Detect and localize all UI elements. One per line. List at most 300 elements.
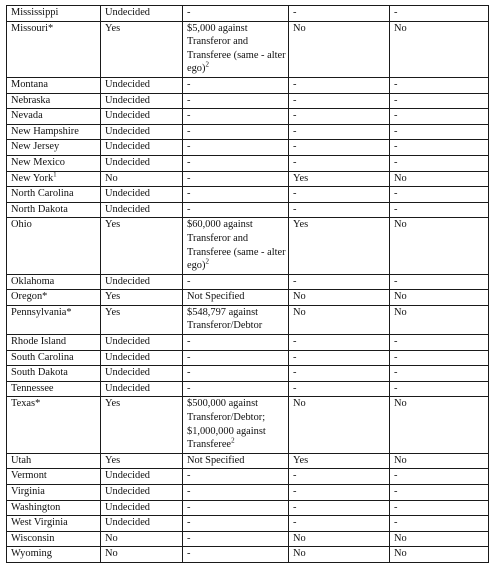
state-cell — [7, 335, 101, 351]
column-4-cell-text: No — [293, 306, 306, 318]
amount-cell-text: - — [187, 470, 191, 482]
amount-cell — [183, 155, 289, 171]
adopted-cell-text: No — [105, 548, 118, 560]
state-cell — [7, 516, 101, 532]
column-4-cell — [289, 547, 390, 563]
column-4-cell — [289, 453, 390, 469]
column-5-cell — [390, 381, 489, 397]
column-4-cell-text: Yes — [293, 454, 309, 466]
amount-cell-text: - — [187, 336, 191, 348]
state-cell — [7, 531, 101, 547]
state-cell — [7, 485, 101, 501]
adopted-cell — [101, 305, 183, 334]
column-4-cell-text: - — [293, 7, 297, 18]
amount-cell — [183, 77, 289, 93]
state-cell-text: Ohio — [11, 219, 32, 231]
adopted-cell — [101, 155, 183, 171]
adopted-cell — [101, 274, 183, 290]
column-5-cell — [390, 218, 489, 274]
column-4-cell — [289, 77, 390, 93]
amount-cell — [183, 500, 289, 516]
amount-cell — [183, 21, 289, 77]
table-row — [7, 124, 489, 140]
amount-cell-text: Not Specified — [187, 454, 245, 466]
amount-cell-text: $60,000 against Transferor and Transferee (same - alter ego) — [187, 219, 289, 272]
column-5-cell — [390, 21, 489, 77]
column-4-cell — [289, 469, 390, 485]
table-row — [7, 397, 489, 453]
adopted-cell-text: Undecided — [105, 7, 151, 18]
column-5-cell — [390, 6, 489, 22]
adopted-cell-text: Undecided — [105, 78, 151, 90]
table-row — [7, 202, 489, 218]
column-4-cell — [289, 109, 390, 125]
adopted-cell-text: Yes — [105, 219, 121, 231]
adopted-cell-text: Undecided — [105, 367, 151, 379]
table-row — [7, 290, 489, 306]
state-cell — [7, 6, 101, 22]
column-5-cell — [390, 305, 489, 334]
column-5-cell-text: - — [394, 156, 398, 168]
state-cell — [7, 469, 101, 485]
column-4-cell-text: - — [293, 382, 297, 394]
state-cell-text: Wisconsin — [11, 532, 55, 544]
state-cell — [7, 274, 101, 290]
adopted-cell-text: Undecided — [105, 501, 151, 513]
column-5-cell-text: - — [394, 94, 398, 106]
state-cell-text: Missouri* — [11, 22, 54, 34]
column-5-cell-text: No — [394, 306, 407, 318]
column-4-cell — [289, 397, 390, 453]
adopted-cell — [101, 335, 183, 351]
table-row — [7, 469, 489, 485]
amount-cell — [183, 469, 289, 485]
column-5-cell — [390, 274, 489, 290]
adopted-cell — [101, 93, 183, 109]
adopted-cell-text: Undecided — [105, 156, 151, 168]
column-5-cell-text: - — [394, 7, 398, 18]
column-5-cell — [390, 124, 489, 140]
column-4-cell — [289, 350, 390, 366]
state-cell-text: Oregon* — [11, 291, 48, 303]
column-4-cell — [289, 124, 390, 140]
amount-cell — [183, 290, 289, 306]
column-5-cell — [390, 469, 489, 485]
state-cell-text: New Hampshire — [11, 125, 79, 137]
state-cell-text: North Dakota — [11, 203, 68, 215]
column-4-cell — [289, 381, 390, 397]
column-5-cell-text: No — [394, 22, 407, 34]
state-cell-text: Texas* — [11, 398, 41, 410]
state-cell-text: West Virginia — [11, 517, 68, 529]
amount-cell-text: - — [187, 501, 191, 513]
state-cell-text: Montana — [11, 78, 48, 90]
amount-cell — [183, 547, 289, 563]
adopted-cell-text: No — [105, 172, 118, 184]
state-cell — [7, 397, 101, 453]
column-5-cell-text: No — [394, 219, 407, 231]
column-4-cell — [289, 516, 390, 532]
amount-cell-text: - — [187, 188, 191, 200]
column-5-cell — [390, 290, 489, 306]
column-5-cell-text: No — [394, 548, 407, 560]
table-row — [7, 366, 489, 382]
table-row — [7, 171, 489, 187]
state-cell-text: New Mexico — [11, 156, 65, 168]
state-cell — [7, 77, 101, 93]
adopted-cell-text: Undecided — [105, 351, 151, 363]
column-5-cell-text: - — [394, 141, 398, 153]
column-4-cell — [289, 202, 390, 218]
state-cell-text: Washington — [11, 501, 61, 513]
amount-cell — [183, 274, 289, 290]
column-4-cell — [289, 366, 390, 382]
footnote-marker: 2 — [205, 257, 209, 266]
state-cell-text: Tennessee — [11, 382, 54, 394]
amount-cell — [183, 305, 289, 334]
table-row — [7, 500, 489, 516]
column-5-cell — [390, 77, 489, 93]
adopted-cell — [101, 366, 183, 382]
amount-cell-text: - — [187, 156, 191, 168]
adopted-cell-text: Yes — [105, 306, 121, 318]
adopted-cell-text: No — [105, 532, 118, 544]
amount-cell — [183, 531, 289, 547]
adopted-cell — [101, 547, 183, 563]
column-5-cell-text: - — [394, 351, 398, 363]
table-row — [7, 155, 489, 171]
column-5-cell-text: - — [394, 188, 398, 200]
column-4-cell-text: No — [293, 291, 306, 303]
amount-cell — [183, 171, 289, 187]
adopted-cell — [101, 381, 183, 397]
adopted-cell — [101, 109, 183, 125]
column-4-cell — [289, 155, 390, 171]
adopted-cell-text: Undecided — [105, 141, 151, 153]
adopted-cell — [101, 469, 183, 485]
amount-cell-text: - — [187, 486, 191, 497]
state-cell — [7, 124, 101, 140]
state-cell-text: New Jersey — [11, 141, 60, 153]
table-row — [7, 305, 489, 334]
column-5-cell — [390, 547, 489, 563]
column-5-cell-text: - — [394, 110, 398, 122]
state-cell-text: New York — [11, 172, 54, 184]
column-5-cell — [390, 485, 489, 501]
table-row — [7, 21, 489, 77]
adopted-cell-text: Undecided — [105, 110, 151, 122]
adopted-cell — [101, 397, 183, 453]
state-cell-text: Nebraska — [11, 94, 51, 106]
column-5-cell-text: - — [394, 486, 398, 497]
adopted-cell-text: Yes — [105, 454, 121, 466]
state-cell-text: Utah — [11, 454, 32, 466]
footnote-marker: 2 — [231, 436, 235, 445]
column-5-cell — [390, 335, 489, 351]
adopted-cell-text: Undecided — [105, 336, 151, 348]
state-cell-text: Mississippi — [11, 7, 59, 18]
state-cell-text: Pennsylvania* — [11, 306, 72, 318]
column-5-cell — [390, 397, 489, 453]
amount-cell — [183, 93, 289, 109]
state-cell — [7, 381, 101, 397]
column-4-cell-text: - — [293, 110, 297, 122]
footnote-marker: 1 — [53, 171, 57, 179]
table-row — [7, 381, 489, 397]
adopted-cell-text: Undecided — [105, 470, 151, 482]
state-cell — [7, 21, 101, 77]
column-4-cell — [289, 500, 390, 516]
column-5-cell-text: No — [394, 532, 407, 544]
amount-cell-text: - — [187, 382, 191, 394]
column-4-cell-text: No — [293, 548, 306, 560]
column-4-cell-text: - — [293, 203, 297, 215]
column-4-cell — [289, 274, 390, 290]
state-cell — [7, 155, 101, 171]
adopted-cell — [101, 171, 183, 187]
adopted-cell-text: Yes — [105, 22, 121, 34]
amount-cell-text: - — [187, 110, 191, 122]
table-row — [7, 77, 489, 93]
adopted-cell — [101, 21, 183, 77]
amount-cell — [183, 218, 289, 274]
amount-cell-text: Not Specified — [187, 291, 245, 303]
column-5-cell — [390, 531, 489, 547]
amount-cell-text: - — [187, 517, 191, 529]
column-4-cell-text: - — [293, 188, 297, 200]
column-4-cell — [289, 6, 390, 22]
column-4-cell-text: - — [293, 501, 297, 513]
amount-cell-text: - — [187, 78, 191, 90]
column-5-cell-text: - — [394, 275, 398, 287]
column-5-cell-text: - — [394, 203, 398, 215]
adopted-cell — [101, 350, 183, 366]
adopted-cell — [101, 453, 183, 469]
column-5-cell — [390, 202, 489, 218]
column-5-cell — [390, 350, 489, 366]
column-4-cell-text: - — [293, 94, 297, 106]
column-4-cell — [289, 93, 390, 109]
adopted-cell — [101, 218, 183, 274]
column-5-cell-text: No — [394, 398, 407, 410]
state-cell-text: Virginia — [11, 486, 45, 497]
state-cell — [7, 290, 101, 306]
table-row — [7, 274, 489, 290]
state-cell — [7, 109, 101, 125]
column-4-cell-text: No — [293, 22, 306, 34]
state-cell — [7, 500, 101, 516]
state-cell — [7, 453, 101, 469]
amount-cell-text: - — [187, 367, 191, 379]
adopted-cell — [101, 500, 183, 516]
column-4-cell — [289, 531, 390, 547]
column-4-cell-text: - — [293, 78, 297, 90]
amount-cell-text: - — [187, 125, 191, 137]
column-4-cell — [289, 335, 390, 351]
table-row — [7, 109, 489, 125]
column-4-cell-text: - — [293, 486, 297, 497]
state-cell — [7, 366, 101, 382]
adopted-cell — [101, 485, 183, 501]
adopted-cell — [101, 77, 183, 93]
footnote-marker: 2 — [205, 60, 209, 69]
adopted-cell-text: Undecided — [105, 188, 151, 200]
table-row — [7, 218, 489, 274]
column-4-cell — [289, 21, 390, 77]
amount-cell-text: - — [187, 141, 191, 153]
column-4-cell-text: Yes — [293, 219, 309, 231]
state-cell-text: South Carolina — [11, 351, 74, 363]
state-cell — [7, 202, 101, 218]
amount-cell — [183, 187, 289, 203]
adopted-cell-text: Undecided — [105, 203, 151, 215]
document-page — [6, 5, 489, 563]
adopted-cell-text: Undecided — [105, 486, 151, 497]
column-5-cell-text: - — [394, 336, 398, 348]
column-5-cell — [390, 93, 489, 109]
amount-cell-text: - — [187, 351, 191, 363]
adopted-cell — [101, 202, 183, 218]
amount-cell — [183, 124, 289, 140]
state-cell — [7, 218, 101, 274]
amount-cell — [183, 366, 289, 382]
amount-cell — [183, 6, 289, 22]
state-cell — [7, 171, 101, 187]
column-5-cell-text: - — [394, 501, 398, 513]
amount-cell-text: $500,000 against Transferor/Debtor; $1,000,000 against Transferee — [187, 398, 269, 451]
adopted-cell-text: Yes — [105, 398, 121, 410]
column-4-cell — [289, 140, 390, 156]
state-cell — [7, 93, 101, 109]
table-body — [7, 6, 489, 563]
column-4-cell — [289, 187, 390, 203]
column-5-cell-text: - — [394, 382, 398, 394]
column-5-cell-text: No — [394, 291, 407, 303]
column-4-cell — [289, 171, 390, 187]
amount-cell-text: - — [187, 548, 191, 560]
column-4-cell-text: - — [293, 517, 297, 529]
column-4-cell-text: No — [293, 532, 306, 544]
column-5-cell-text: - — [394, 367, 398, 379]
column-5-cell-text: - — [394, 470, 398, 482]
state-cell-text: South Dakota — [11, 367, 68, 379]
state-cell — [7, 305, 101, 334]
adopted-cell-text: Undecided — [105, 382, 151, 394]
adopted-cell — [101, 140, 183, 156]
table-row — [7, 140, 489, 156]
amount-cell — [183, 335, 289, 351]
state-cell — [7, 187, 101, 203]
amount-cell-text: $5,000 against Transferor and Transferee (same - alter ego) — [187, 22, 289, 75]
table-row — [7, 547, 489, 563]
column-5-cell-text: - — [394, 78, 398, 90]
column-4-cell-text: No — [293, 398, 306, 410]
column-5-cell-text: No — [394, 172, 407, 184]
amount-cell-text: $548,797 against Transferor/Debtor — [187, 306, 263, 332]
table-row — [7, 531, 489, 547]
column-4-cell — [289, 218, 390, 274]
column-5-cell-text: No — [394, 454, 407, 466]
table-row — [7, 93, 489, 109]
state-cell — [7, 547, 101, 563]
amount-cell-text: - — [187, 532, 191, 544]
column-4-cell — [289, 305, 390, 334]
column-5-cell — [390, 187, 489, 203]
table-row — [7, 335, 489, 351]
state-cell-text: Nevada — [11, 110, 43, 122]
column-4-cell-text: - — [293, 470, 297, 482]
state-cell-text: Wyoming — [11, 548, 52, 560]
column-5-cell — [390, 453, 489, 469]
state-cell-text: Vermont — [11, 470, 47, 482]
column-4-cell-text: - — [293, 125, 297, 137]
column-5-cell-text: - — [394, 517, 398, 529]
table-row — [7, 187, 489, 203]
table-row — [7, 6, 489, 22]
column-5-cell-text: - — [394, 125, 398, 137]
state-cell-text: North Carolina — [11, 188, 74, 200]
table-row — [7, 516, 489, 532]
table-row — [7, 453, 489, 469]
column-4-cell — [289, 485, 390, 501]
adopted-cell — [101, 531, 183, 547]
state-law-table — [6, 5, 489, 563]
column-5-cell — [390, 109, 489, 125]
amount-cell-text: - — [187, 7, 191, 18]
column-4-cell-text: - — [293, 156, 297, 168]
column-4-cell-text: - — [293, 367, 297, 379]
column-4-cell-text: - — [293, 351, 297, 363]
state-cell-text: Oklahoma — [11, 275, 55, 287]
adopted-cell-text: Undecided — [105, 275, 151, 287]
amount-cell-text: - — [187, 203, 191, 215]
column-5-cell — [390, 171, 489, 187]
amount-cell — [183, 109, 289, 125]
amount-cell — [183, 397, 289, 453]
table-row — [7, 485, 489, 501]
column-5-cell — [390, 366, 489, 382]
amount-cell — [183, 516, 289, 532]
table-row — [7, 350, 489, 366]
amount-cell-text: - — [187, 275, 191, 287]
column-5-cell — [390, 155, 489, 171]
adopted-cell — [101, 6, 183, 22]
amount-cell — [183, 140, 289, 156]
column-5-cell — [390, 140, 489, 156]
adopted-cell — [101, 516, 183, 532]
adopted-cell-text: Undecided — [105, 125, 151, 137]
amount-cell — [183, 381, 289, 397]
adopted-cell — [101, 187, 183, 203]
adopted-cell-text: Yes — [105, 291, 121, 303]
column-4-cell-text: Yes — [293, 172, 309, 184]
adopted-cell — [101, 290, 183, 306]
state-cell — [7, 350, 101, 366]
amount-cell — [183, 453, 289, 469]
column-4-cell-text: - — [293, 141, 297, 153]
state-cell-text: Rhode Island — [11, 336, 67, 348]
column-5-cell — [390, 516, 489, 532]
amount-cell — [183, 350, 289, 366]
amount-cell — [183, 485, 289, 501]
column-4-cell-text: - — [293, 336, 297, 348]
amount-cell-text: - — [187, 94, 191, 106]
amount-cell-text: - — [187, 172, 191, 184]
adopted-cell-text: Undecided — [105, 94, 151, 106]
adopted-cell — [101, 124, 183, 140]
column-4-cell-text: - — [293, 275, 297, 287]
column-4-cell — [289, 290, 390, 306]
